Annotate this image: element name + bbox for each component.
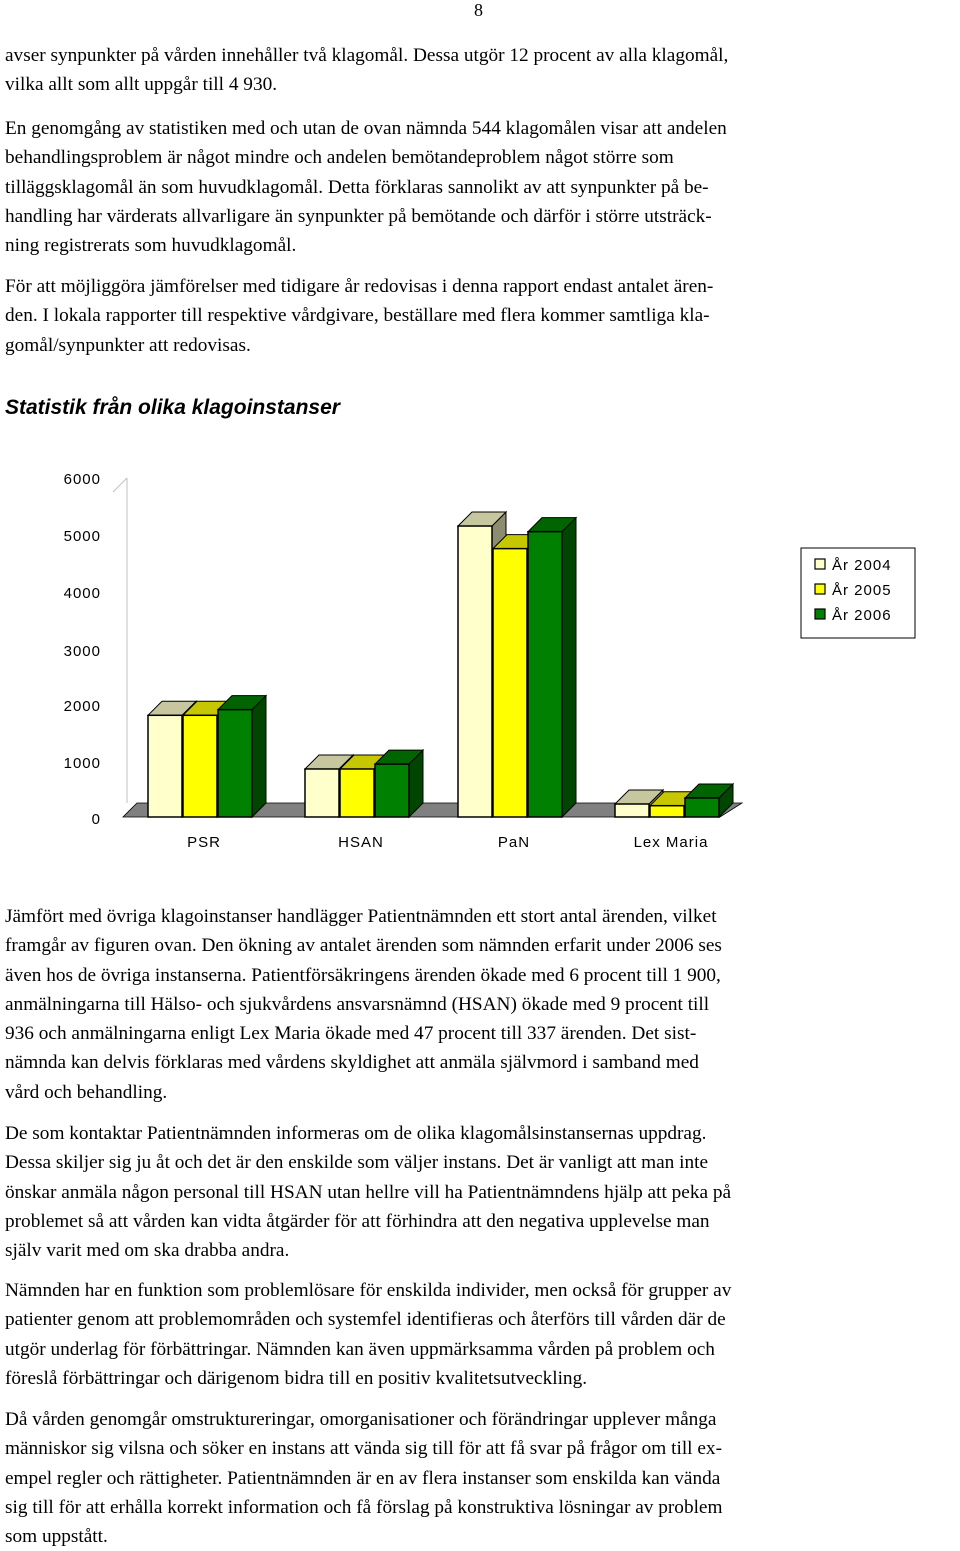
text-line: framgår av figuren ovan. Den ökning av antalet ärenden som nämnden erfarit under 2006 ses bbox=[5, 935, 722, 957]
paragraph-3 bbox=[5, 272, 955, 360]
text-line: handling har värderats allvarligare än synpunkter på bemötande och därför i större utsträck- bbox=[5, 205, 712, 227]
text-line: patienter genom att problemområden och systemfel identifieras och återförs till vården där de bbox=[5, 1309, 726, 1331]
paragraph-7 bbox=[5, 1405, 955, 1551]
legend-label: År 2004 bbox=[832, 557, 892, 574]
bar bbox=[650, 806, 684, 817]
text-line: anmälningarna till Hälso- och sjukvårdens ansvarsnämnd (HSAN) ökade med 9 procent till bbox=[5, 993, 710, 1015]
text-line: Jämfört med övriga klagoinstanser handlägger Patientnämnden ett stort antal ärenden, vilket bbox=[5, 906, 717, 927]
text-line: människor sig vilsna och söker en instans att vända sig till för att få svar på frågor om till ex- bbox=[5, 1438, 722, 1460]
bar bbox=[340, 769, 374, 817]
y-tick-label: 4000 bbox=[63, 585, 101, 602]
bar bbox=[148, 715, 182, 817]
text-line: tilläggsklagomål än som huvudklagomål. Detta förklaras sannolikt av att synpunkter på be- bbox=[5, 176, 709, 198]
paragraph-5 bbox=[5, 1119, 955, 1265]
text-line: 936 och anmälningarna enligt Lex Maria ökade med 47 procent till 337 ärenden. Det sist- bbox=[5, 1023, 697, 1045]
text-line: vilka allt som allt uppgår till 4 930. bbox=[5, 74, 278, 96]
y-tick-label: 5000 bbox=[63, 528, 101, 545]
legend-swatch bbox=[815, 559, 825, 569]
text-line: sig till för att erhålla korrekt information och få förslag på konstruktiva lösningar av problem bbox=[5, 1496, 723, 1518]
text-line: vård och behandling. bbox=[5, 1081, 168, 1103]
legend-swatch bbox=[815, 609, 825, 619]
legend-label: År 2006 bbox=[832, 607, 892, 624]
text-line: ning registrerats som huvudklagomål. bbox=[5, 235, 297, 257]
text-line: utgör underlag för förbättringar. Nämnden kan även uppmärksamma vården på problem och bbox=[5, 1338, 715, 1360]
legend-swatch bbox=[815, 584, 825, 594]
x-tick-label: PaN bbox=[497, 834, 531, 851]
bar-side bbox=[252, 696, 266, 817]
y-tick-label: 0 bbox=[91, 811, 101, 828]
legend-label: År 2005 bbox=[832, 582, 892, 599]
section-heading: Statistik från olika klagoinstanser bbox=[5, 396, 340, 419]
paragraph-4 bbox=[5, 902, 955, 1107]
bar bbox=[218, 710, 252, 817]
text-line: Då vården genomgår omstruktureringar, omorganisationer och förändringar upplever många bbox=[5, 1409, 717, 1430]
paragraph-6 bbox=[5, 1276, 955, 1393]
page-number: 8 bbox=[474, 0, 483, 20]
axis-top-edge bbox=[113, 478, 127, 492]
text-line: den. I lokala rapporter till respektive vårdgivare, beställare med flera kommer samtliga kla- bbox=[5, 305, 710, 327]
text-line: problemet så att vården kan vidta åtgärder för att förhindra att den negativa upplevelse man bbox=[5, 1210, 710, 1232]
y-tick-label: 6000 bbox=[63, 471, 101, 488]
bar bbox=[615, 804, 649, 817]
x-tick-label: Lex Maria bbox=[633, 834, 709, 851]
bar bbox=[183, 715, 217, 817]
text-line: Dessa skiljer sig ju åt och det är den enskilde som väljer instans. Det är vanligt att man inte bbox=[5, 1152, 709, 1174]
paragraph-1 bbox=[5, 41, 955, 100]
text-line: föreslå förbättringar och därigenom bidra till en positiv kvalitetsutveckling. bbox=[5, 1367, 588, 1389]
text-line: Nämnden har en funktion som problemlösare för enskilda individer, men också för grupper av bbox=[5, 1280, 732, 1301]
text-line: nämnda kan delvis förklaras med vårdens skyldighet att anmäla självmord i samband med bbox=[5, 1052, 699, 1074]
text-line: empel regler och rättigheter. Patientnämnden är en av flera instanser som enskilda kan vända bbox=[5, 1467, 721, 1489]
paragraph-2 bbox=[5, 114, 955, 260]
y-tick-label: 1000 bbox=[63, 755, 101, 772]
y-tick-label: 3000 bbox=[63, 643, 101, 660]
text-line: gomål/synpunkter att redovisas. bbox=[5, 334, 251, 356]
text-line: själv varit med om ska drabba andra. bbox=[5, 1240, 290, 1262]
text-line: En genomgång av statistiken med och utan de ovan nämnda 544 klagomålen visar att andelen bbox=[5, 118, 727, 139]
bar bbox=[528, 532, 562, 817]
x-tick-label: HSAN bbox=[338, 834, 384, 851]
y-tick-label: 2000 bbox=[63, 698, 101, 715]
bar bbox=[493, 549, 527, 817]
text-line: De som kontaktar Patientnämnden informeras om de olika klagomålsinstansernas uppdrag. bbox=[5, 1123, 707, 1144]
bar bbox=[458, 526, 492, 817]
text-line: behandlingsproblem är något mindre och andelen bemötandeproblem något större som bbox=[5, 147, 674, 169]
text-line: avser synpunkter på vården innehåller två klagomål. Dessa utgör 12 procent av alla klagomål, bbox=[5, 45, 729, 66]
bar bbox=[305, 769, 339, 817]
bar bbox=[375, 764, 409, 817]
text-line: För att möjliggöra jämförelser med tidigare år redovisas i denna rapport endast antalet ären- bbox=[5, 276, 714, 297]
bar bbox=[685, 798, 719, 817]
bar-side bbox=[562, 518, 576, 817]
x-tick-label: PSR bbox=[187, 834, 221, 851]
text-line: som uppstått. bbox=[5, 1526, 108, 1548]
bar-chart bbox=[0, 455, 960, 875]
text-line: även hos de övriga instanserna. Patientförsäkringens ärenden ökade med 6 procent till 1 900, bbox=[5, 964, 721, 986]
text-line: önskar anmäla någon personal till HSAN utan hellre vill ha Patientnämndens hjälp att peka på bbox=[5, 1181, 732, 1203]
